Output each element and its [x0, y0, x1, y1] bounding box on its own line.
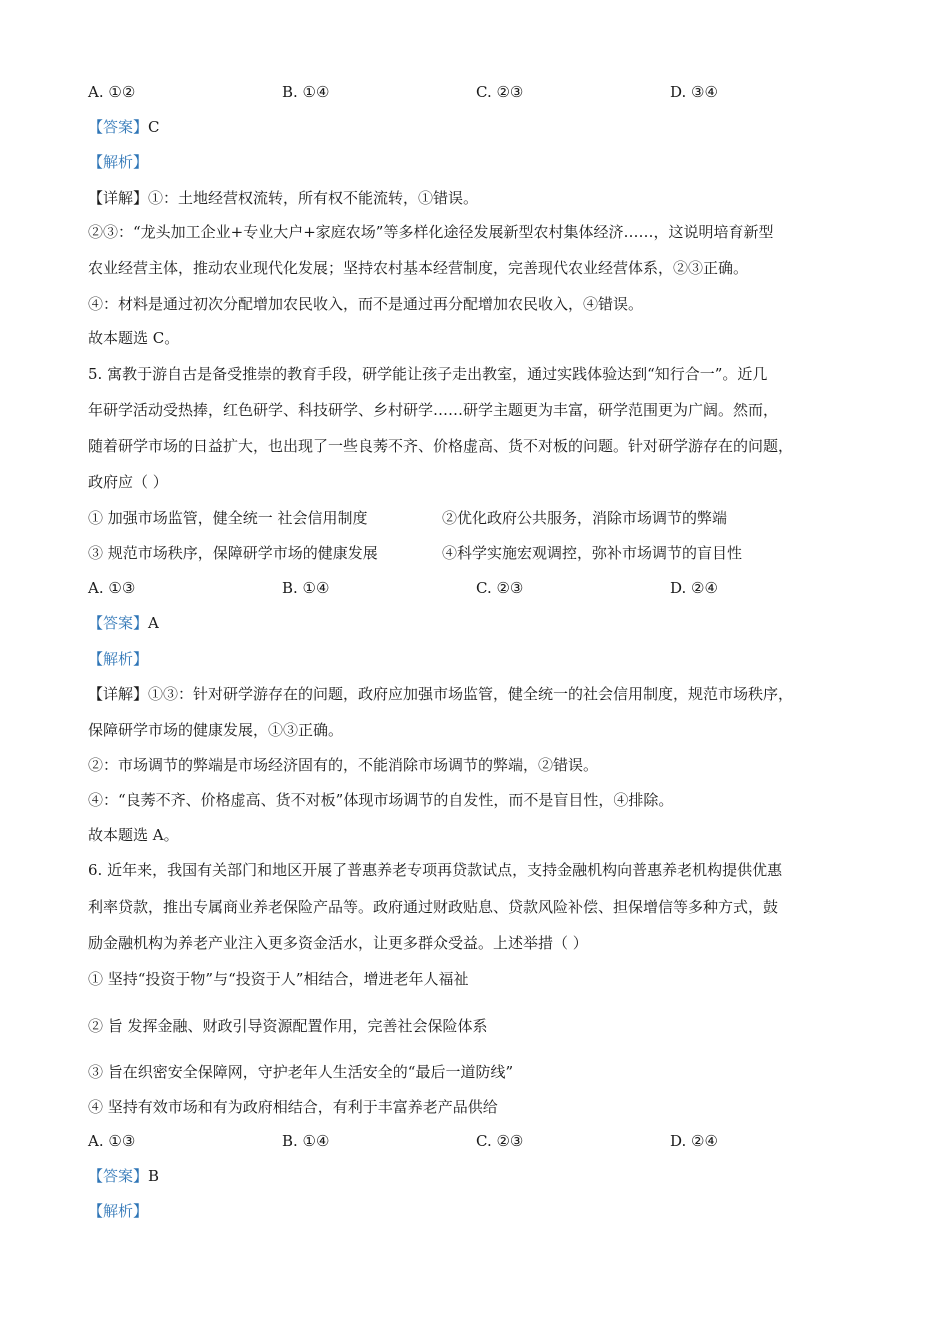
q6-choice-3: ③ 旨在织密安全保障网，守护老年人生活安全的“最后一道防线” — [88, 1063, 514, 1081]
q5-conclusion: 故本题选 A。 — [88, 826, 179, 844]
q5-option-c: C. ②③ — [476, 579, 524, 597]
q6-choice-2: ② 旨 发挥金融、财政引导资源配置作用，完善社会保险体系 — [88, 1017, 488, 1035]
q5-detail-line: 保障研学市场的健康发展，①③正确。 — [88, 721, 344, 739]
q6-option-a: A. ①③ — [88, 1132, 136, 1150]
answer-value: B — [148, 1167, 160, 1185]
q6-stem-line: 利率贷款，推出专属商业养老保险产品等。政府通过财政贴息、贷款风险补偿、担保增信等多种方式，鼓 — [88, 898, 779, 916]
q4-option-c: C. ②③ — [476, 83, 524, 101]
q5-detail-line: ②：市场调节的弊端是市场经济固有的，不能消除市场调节的弊端，②错误。 — [88, 756, 599, 774]
answer-value: A — [148, 614, 159, 632]
q6-option-b: B. ①④ — [282, 1132, 330, 1150]
q4-option-b: B. ①④ — [282, 83, 330, 101]
q6-stem-line: 6. 近年来，我国有关部门和地区开展了普惠养老专项再贷款试点，支持金融机构向普惠养老机构提供优惠 — [88, 861, 783, 879]
q4-detail-line: ④：材料是通过初次分配增加农民收入，而不是通过再分配增加农民收入，④错误。 — [88, 295, 644, 313]
q4-answer — [88, 117, 160, 137]
detail-text: ①：土地经营权流转，所有权不能流转，①错误。 — [148, 189, 479, 207]
q4-option-a: A. ①② — [88, 83, 136, 101]
q5-choice-2: ②优化政府公共服务，消除市场调节的弊端 — [442, 509, 728, 527]
q4-detail-line: 农业经营主体，推动农业现代化发展；坚持农村基本经营制度，完善现代农业经营体系，②③正确。 — [88, 259, 749, 277]
q4-option-d: D. ③④ — [670, 83, 718, 101]
analysis-label: 【解析】 — [88, 153, 149, 171]
q6-option-c: C. ②③ — [476, 1132, 524, 1150]
detail-label: 【详解】 — [88, 685, 149, 703]
q5-answer — [88, 613, 159, 633]
answer-label: 【答案】 — [88, 118, 149, 136]
q6-stem-line: 励金融机构为养老产业注入更多资金活水，让更多群众受益。上述举措（ ） — [88, 934, 588, 952]
q4-conclusion: 故本题选 C。 — [88, 329, 180, 347]
detail-label: 【详解】 — [88, 189, 149, 207]
answer-value: C — [148, 118, 160, 136]
q6-analysis — [88, 1201, 148, 1221]
q5-detail-line: ④：“良莠不齐、价格虚高、货不对板”体现市场调节的自发性，而不是盲目性，④排除。 — [88, 791, 674, 809]
q5-detail-line — [88, 684, 793, 704]
answer-label: 【答案】 — [88, 614, 149, 632]
q5-choice-3: ③ 规范市场秩序，保障研学市场的健康发展 — [88, 544, 378, 562]
q5-stem-line: 政府应（ ） — [88, 473, 168, 491]
q4-detail-line — [88, 188, 478, 208]
q6-answer — [88, 1166, 159, 1186]
q4-detail-line: ②③：“龙头加工企业+专业大户+家庭农场”等多样化途径发展新型农村集体经济……，这说明培育新型 — [88, 223, 774, 241]
q5-option-d: D. ②④ — [670, 579, 718, 597]
q5-choice-4: ④科学实施宏观调控，弥补市场调节的盲目性 — [442, 544, 743, 562]
analysis-label: 【解析】 — [88, 650, 149, 668]
q5-option-a: A. ①③ — [88, 579, 136, 597]
q5-analysis — [88, 649, 148, 669]
analysis-label: 【解析】 — [88, 1202, 149, 1220]
q5-stem-line: 5. 寓教于游自古是备受推崇的教育手段，研学能让孩子走出教室，通过实践体验达到“知行合一”。近几 — [88, 365, 768, 383]
q4-analysis — [88, 152, 148, 172]
q6-choice-4: ④ 坚持有效市场和有为政府相结合，有利于丰富养老产品供给 — [88, 1098, 498, 1116]
q5-stem-line: 年研学活动受热捧，红色研学、科技研学、乡村研学……研学主题更为丰富，研学范围更为广阔。然而， — [88, 401, 779, 419]
q5-option-b: B. ①④ — [282, 579, 330, 597]
q6-choice-1: ① 坚持“投资于物”与“投资于人”相结合，增进老年人福祉 — [88, 970, 469, 988]
q5-choice-1: ① 加强市场监管，健全统一 社会信用制度 — [88, 509, 368, 527]
detail-text: ①③：针对研学游存在的问题，政府应加强市场监管，健全统一的社会信用制度，规范市场秩序， — [148, 685, 794, 703]
answer-label: 【答案】 — [88, 1167, 149, 1185]
q6-option-d: D. ②④ — [670, 1132, 718, 1150]
q5-stem-line: 随着研学市场的日益扩大，也出现了一些良莠不齐、价格虚高、货不对板的问题。针对研学游存在的问题， — [88, 437, 794, 455]
